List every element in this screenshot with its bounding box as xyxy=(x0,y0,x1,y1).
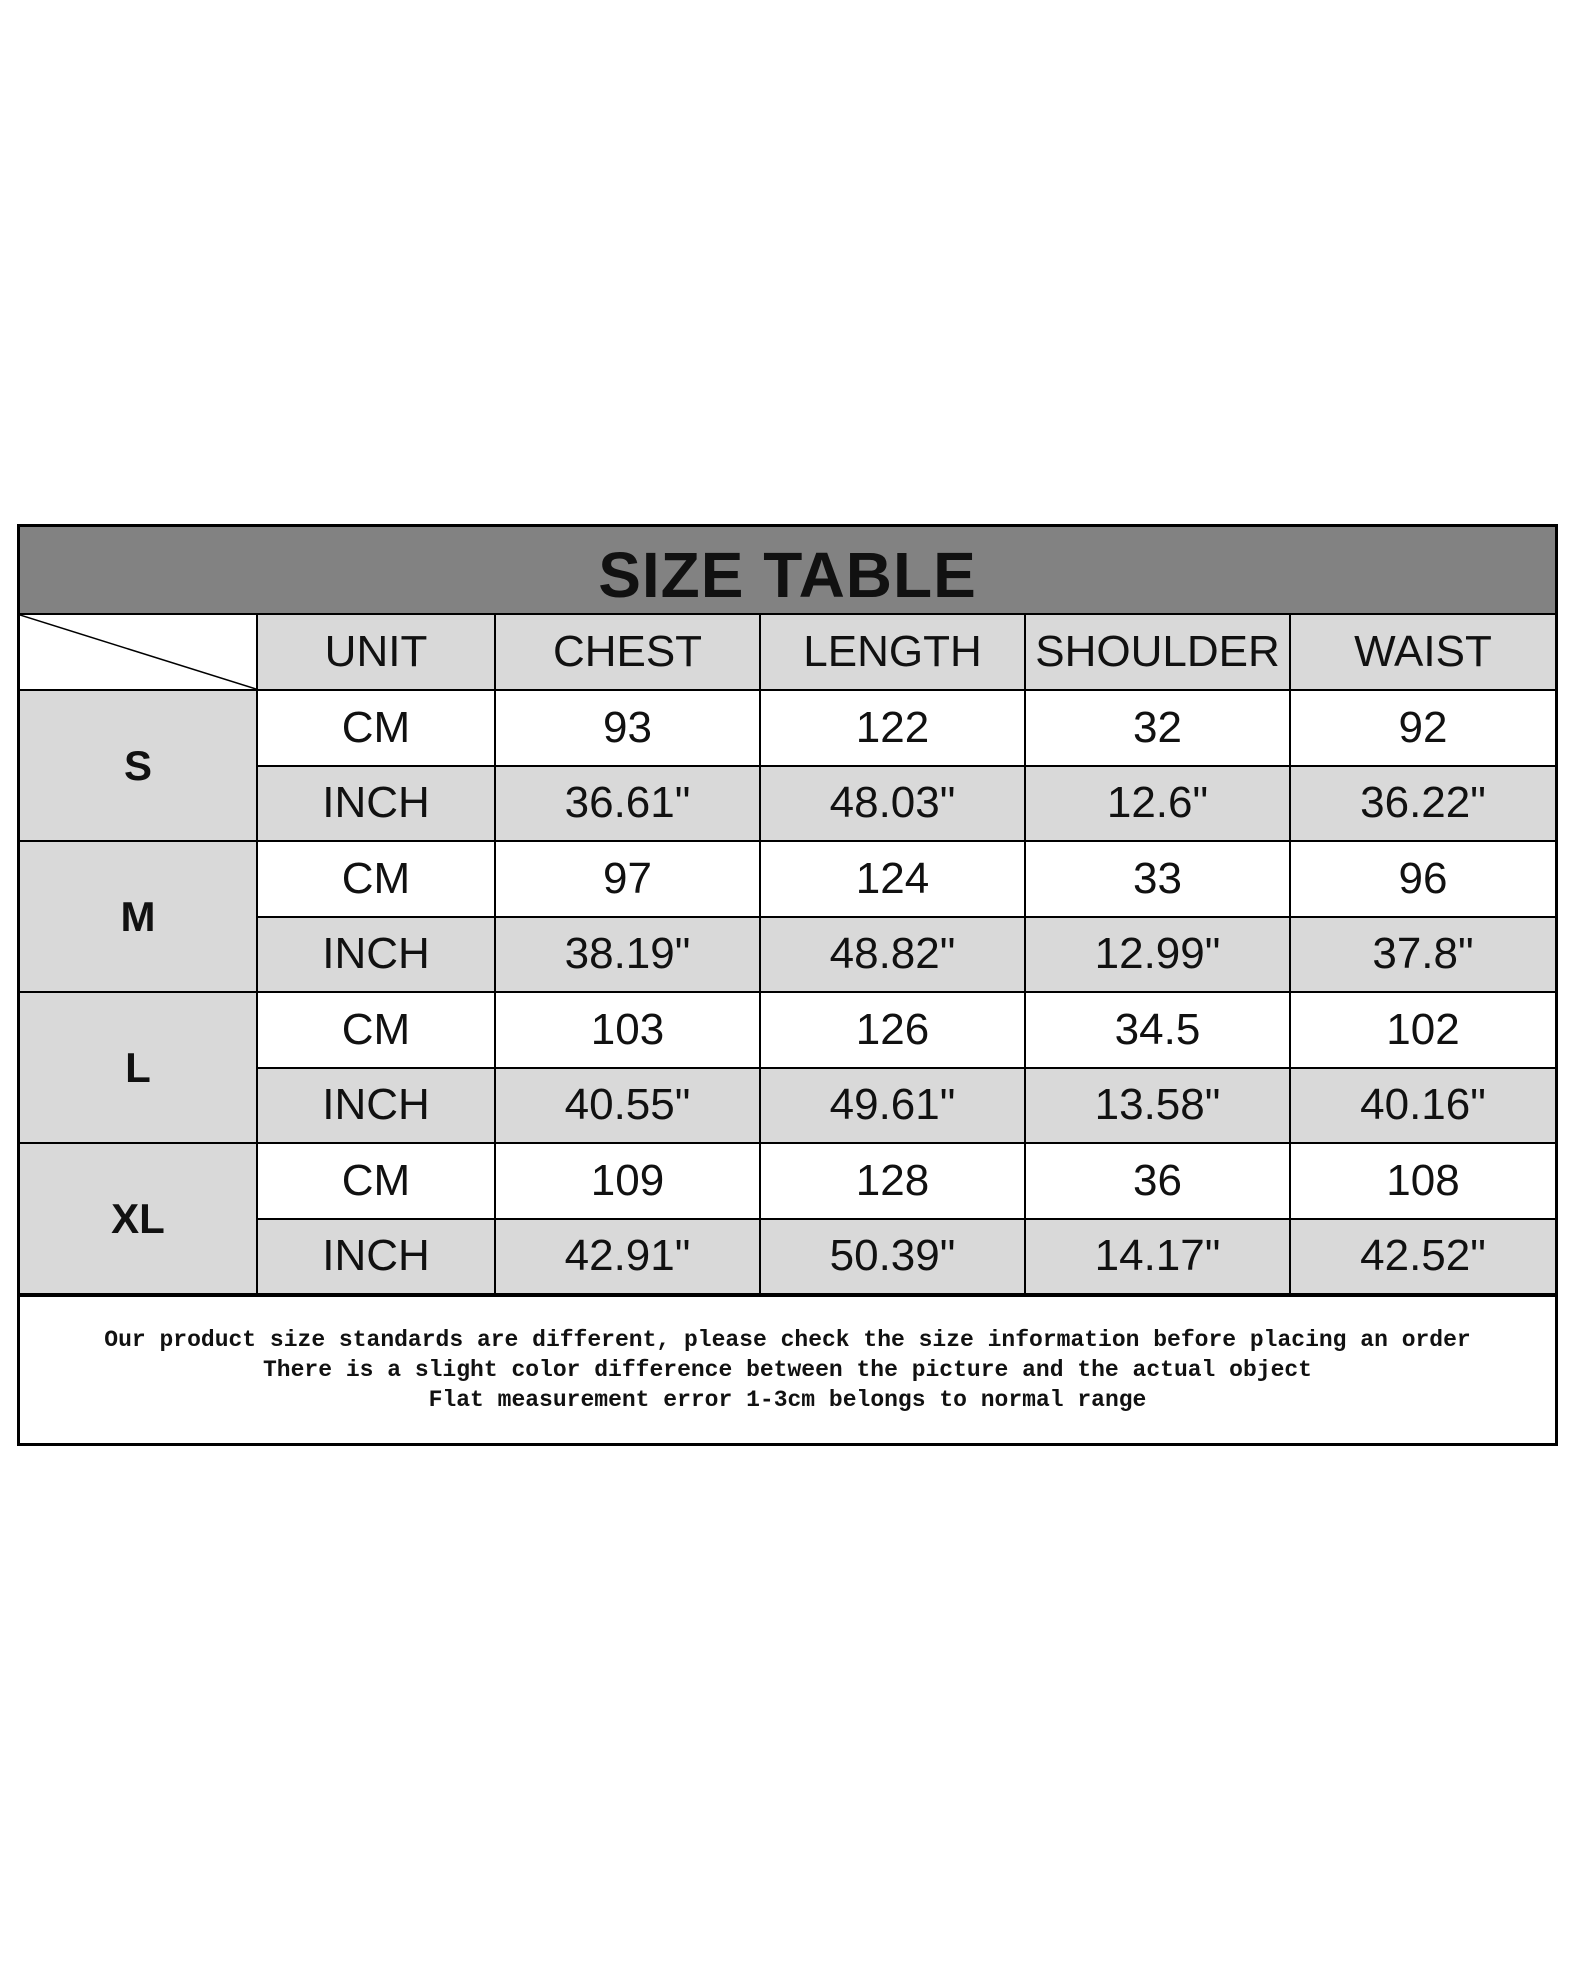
unit-cell: INCH xyxy=(257,1219,495,1295)
chest-cell: 97 xyxy=(495,841,760,917)
column-header-chest: CHEST xyxy=(495,615,760,690)
unit-cell: CM xyxy=(257,1143,495,1219)
table-row xyxy=(20,841,1555,917)
waist-cell: 92 xyxy=(1290,690,1555,766)
table-row xyxy=(20,992,1555,1068)
shoulder-cell: 12.6" xyxy=(1025,766,1290,842)
column-header-unit: UNIT xyxy=(257,615,495,690)
shoulder-cell: 36 xyxy=(1025,1143,1290,1219)
size-label: L xyxy=(20,992,257,1143)
length-cell: 48.82" xyxy=(760,917,1025,993)
chest-cell: 103 xyxy=(495,992,760,1068)
length-cell: 50.39" xyxy=(760,1219,1025,1295)
chest-cell: 93 xyxy=(495,690,760,766)
diagonal-corner-cell xyxy=(20,615,257,690)
waist-cell: 96 xyxy=(1290,841,1555,917)
waist-cell: 36.22" xyxy=(1290,766,1555,842)
shoulder-cell: 12.99" xyxy=(1025,917,1290,993)
waist-cell: 40.16" xyxy=(1290,1068,1555,1144)
shoulder-cell: 33 xyxy=(1025,841,1290,917)
shoulder-cell: 34.5 xyxy=(1025,992,1290,1068)
size-chart xyxy=(17,524,1558,1446)
length-cell: 49.61" xyxy=(760,1068,1025,1144)
length-cell: 48.03" xyxy=(760,766,1025,842)
length-cell: 126 xyxy=(760,992,1025,1068)
table-row xyxy=(20,690,1555,766)
size-table xyxy=(20,615,1555,1295)
chest-cell: 42.91" xyxy=(495,1219,760,1295)
size-label: S xyxy=(20,690,257,841)
unit-cell: CM xyxy=(257,841,495,917)
unit-cell: INCH xyxy=(257,1068,495,1144)
shoulder-cell: 14.17" xyxy=(1025,1219,1290,1295)
size-label: M xyxy=(20,841,257,992)
shoulder-cell: 32 xyxy=(1025,690,1290,766)
unit-cell: CM xyxy=(257,992,495,1068)
length-cell: 128 xyxy=(760,1143,1025,1219)
table-row xyxy=(20,1143,1555,1219)
length-cell: 122 xyxy=(760,690,1025,766)
unit-cell: CM xyxy=(257,690,495,766)
column-header-shoulder: SHOULDER xyxy=(1025,615,1290,690)
column-header-length: LENGTH xyxy=(760,615,1025,690)
size-table-title: SIZE TABLE xyxy=(598,539,977,611)
notes-section xyxy=(20,1295,1555,1443)
chest-cell: 38.19" xyxy=(495,917,760,993)
size-label: XL xyxy=(20,1143,257,1294)
unit-cell: INCH xyxy=(257,766,495,842)
waist-cell: 102 xyxy=(1290,992,1555,1068)
title-bar xyxy=(20,527,1555,615)
waist-cell: 108 xyxy=(1290,1143,1555,1219)
waist-cell: 42.52" xyxy=(1290,1219,1555,1295)
unit-cell: INCH xyxy=(257,917,495,993)
length-cell: 124 xyxy=(760,841,1025,917)
note-color-difference: There is a slight color difference between the picture and the actual object xyxy=(263,1357,1312,1383)
chest-cell: 40.55" xyxy=(495,1068,760,1144)
header-row xyxy=(20,615,1555,690)
diagonal-line xyxy=(20,615,256,689)
column-header-waist: WAIST xyxy=(1290,615,1555,690)
chest-cell: 109 xyxy=(495,1143,760,1219)
shoulder-cell: 13.58" xyxy=(1025,1068,1290,1144)
note-measurement-error: Flat measurement error 1-3cm belongs to normal range xyxy=(428,1387,1147,1413)
waist-cell: 37.8" xyxy=(1290,917,1555,993)
note-size-standards: Our product size standards are different, please check the size information before placing an order xyxy=(104,1327,1471,1353)
chest-cell: 36.61" xyxy=(495,766,760,842)
